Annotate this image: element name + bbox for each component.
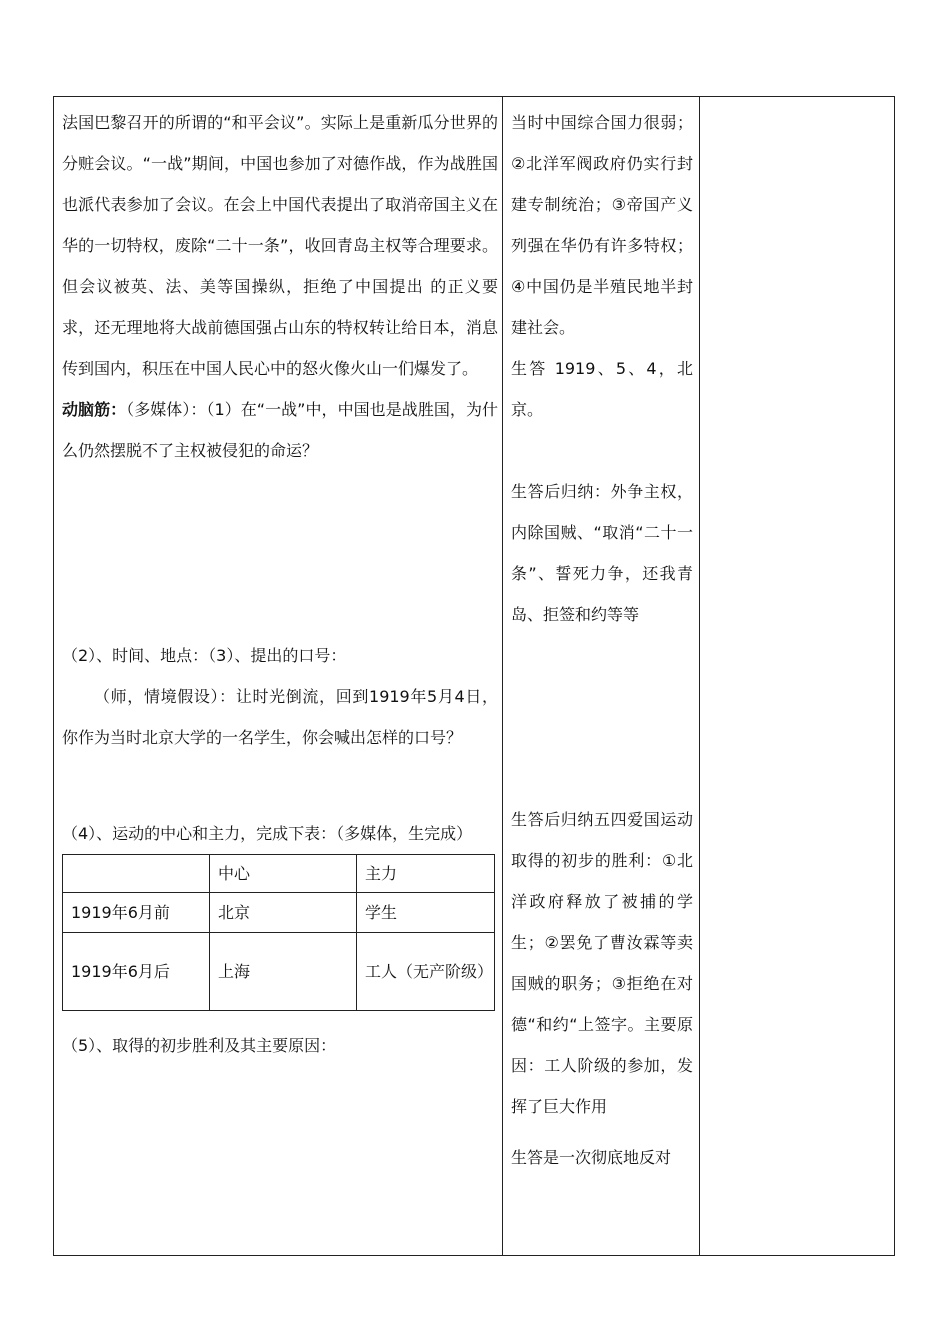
table-row: [63, 893, 495, 933]
question-2-3: （2）、时间、地点：（3）、提出的口号：: [62, 646, 347, 665]
table-header-row: [63, 855, 495, 893]
table-cell: 中心: [210, 855, 357, 893]
think-label: 动脑筋：: [62, 400, 127, 419]
think-question: [62, 389, 498, 471]
question-4: （4）、运动的中心和主力，完成下表：（多媒体，生完成）: [62, 824, 473, 843]
side-note-5: 生答是一次彻底地反对: [511, 1148, 672, 1167]
column-divider-1: [502, 96, 503, 1256]
table-row: [63, 933, 495, 1011]
answer-space-1: [62, 471, 498, 635]
side-note-4: 生答后归纳五四爱国运动取得的初步的胜利：①北洋政府释放了被捕的学生；②罢免了曹汝霖等卖国贼的职务；③拒绝在对德“和约“上签字。主要原因：工人阶级的参加，发挥了巨大作用: [511, 810, 693, 1116]
spacer: [62, 1011, 498, 1025]
column-divider-2: [699, 96, 700, 1256]
side-notes-column: [511, 102, 693, 1178]
main-content-column: [62, 102, 498, 1066]
question-5: （5）、取得的初步胜利及其主要原因：: [62, 1036, 337, 1055]
para-peace-conference: 法国巴黎召开的所谓的“和平会议”。实际上是重新瓜分世界的分赃会议。“一战”期间，中国也参加了对德作战，作为战胜国也派代表参加了会议。在会上中国代表提出了取消帝国主义在华的一切特权，废除“二十一条”，收回青岛主权等合理要求。但会议被英、法、美等国操纵，拒绝了中国提出 的正义要求，还无理地将大战前德国强占山东的特权转让给日本，消息传到国内，积压在中国人民心中的怒火像火山一们爆发了。: [62, 113, 498, 378]
table-cell: [63, 855, 210, 893]
scenario-text: （师，情境假设）：让时光倒流，回到1919年5月4日，你作为当时北京大学的一名学生，你会喊出怎样的口号？: [62, 687, 498, 747]
table-cell: 主力: [357, 855, 495, 893]
table-cell: 上海: [210, 933, 357, 1011]
spacer: [511, 430, 693, 471]
table-cell: 学生: [357, 893, 495, 933]
table-cell: 1919年6月后: [63, 933, 210, 1011]
center-force-table: [62, 854, 495, 1011]
table-cell: 工人（无产阶级）: [357, 933, 495, 1011]
think-text: （多媒体）：（1）在“一战”中，中国也是战胜国，为什么仍然摆脱不了主权被侵犯的命运？: [62, 400, 498, 460]
side-note-3: 生答后归纳：外争主权，内除国贼、“取消“二十一条”、誓死力争，还我青岛、拒签和约等等: [511, 482, 693, 624]
side-note-2: 生答 1919、5、4，北京。: [511, 359, 693, 419]
table-cell: 北京: [210, 893, 357, 933]
spacer: [511, 1127, 693, 1137]
answer-space-2: [62, 758, 498, 813]
spacer: [511, 635, 693, 799]
side-note-1: 当时中国综合国力很弱；②北洋军阀政府仍实行封建专制统治；③帝国产义列强在华仍有许多特权；④中国仍是半殖民地半封建社会。: [511, 113, 693, 337]
table-cell: 1919年6月前: [63, 893, 210, 933]
